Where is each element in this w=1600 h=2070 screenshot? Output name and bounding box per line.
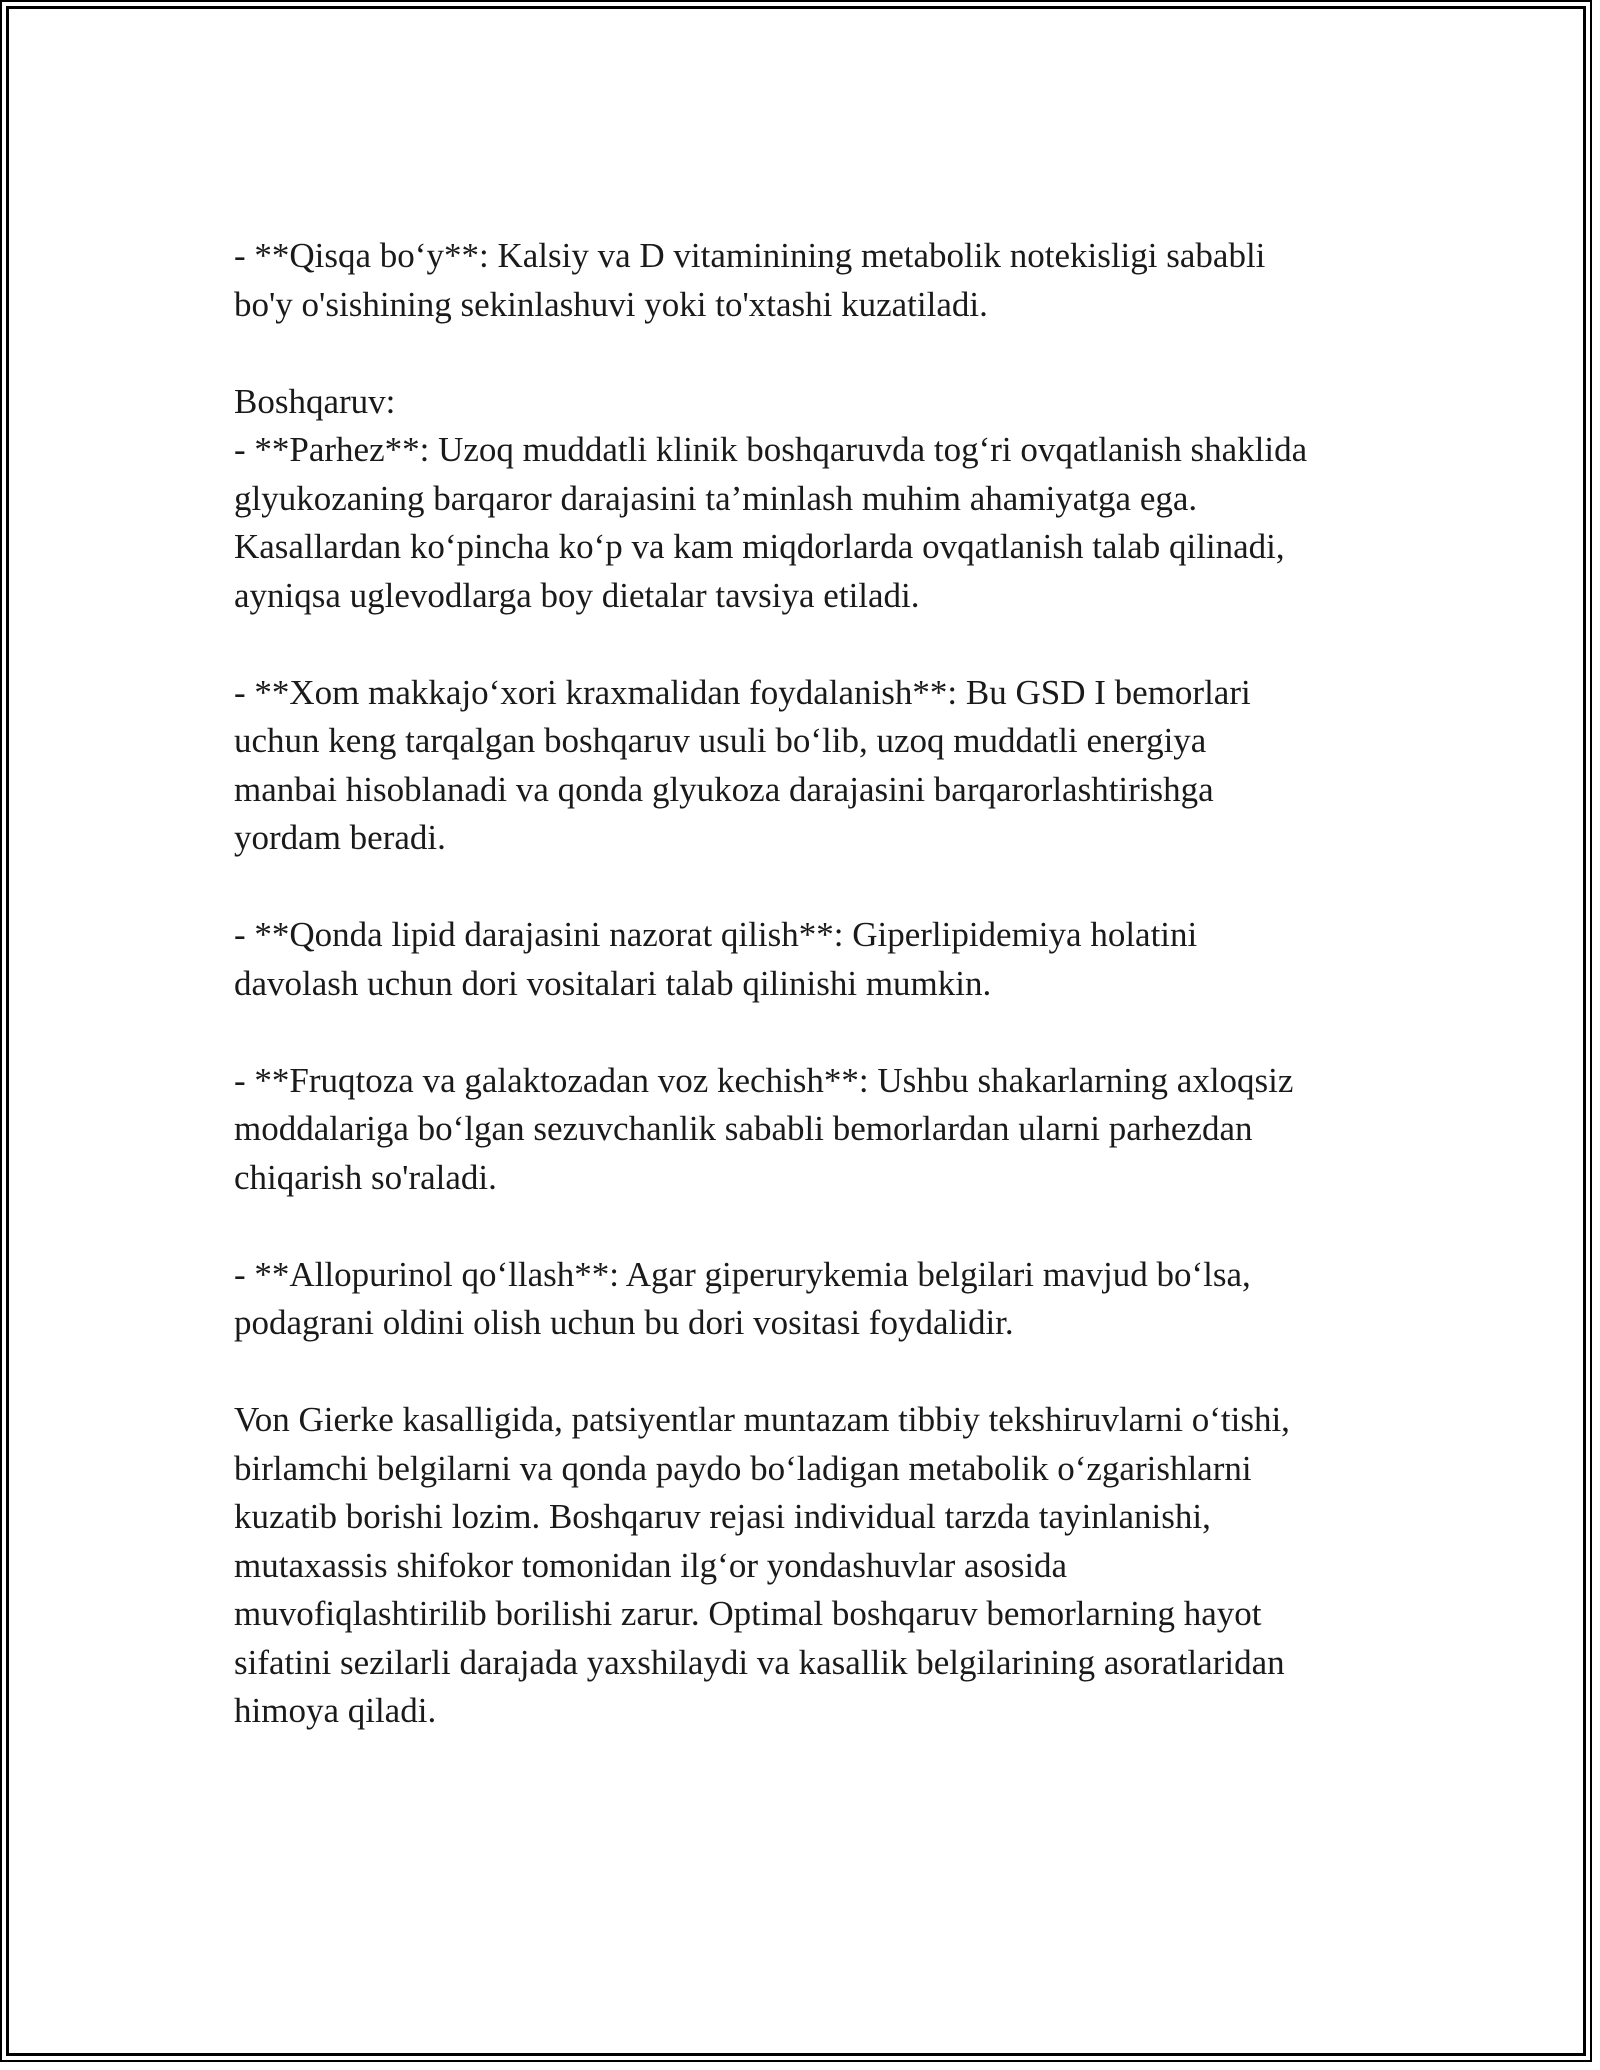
- paragraph-cornstarch: [234, 669, 1394, 863]
- text-line: uchun keng tarqalgan boshqaruv usuli bo‘lib, uzoq muddatli energiya: [234, 721, 1207, 760]
- paragraph-fructose-galactose: [234, 1057, 1394, 1203]
- text-line: - **Xom makkajo‘xori kraxmalidan foydalanish**: Bu GSD I bemorlari: [234, 672, 1251, 712]
- document-body: [234, 232, 1394, 1784]
- text-line: podagrani oldini olish uchun bu dori vositasi foydalidir.: [234, 1303, 1014, 1342]
- text-line: glyukozaning barqaror darajasini ta’minlash muhim ahamiyatga ega.: [234, 478, 1198, 518]
- text-line: mutaxassis shifokor tomonidan ilg‘or yondashuvlar asosida: [234, 1545, 1068, 1585]
- text-line: kuzatib borishi lozim. Boshqaruv rejasi individual tarzda tayinlanishi,: [234, 1497, 1211, 1536]
- text-line: Von Gierke kasalligida, patsiyentlar muntazam tibbiy tekshiruvlarni o‘tishi,: [234, 1400, 1290, 1439]
- text-line: davolash uchun dori vositalari talab qilinishi mumkin.: [234, 963, 992, 1003]
- paragraph-conclusion: [234, 1396, 1394, 1736]
- text-line: ayniqsa uglevodlarga boy dietalar tavsiya etiladi.: [234, 575, 920, 615]
- text-line: - **Fruqtoza va galaktozadan voz kechish**: Ushbu shakarlarning axloqsiz: [234, 1060, 1294, 1100]
- paragraph-lipid-control: [234, 911, 1394, 1008]
- paragraph-short-stature: [234, 232, 1394, 329]
- paragraph-diet: [234, 426, 1394, 620]
- text-line: - **Qisqa bo‘y**: Kalsiy va D vitaminining metabolik notekisligi sababli: [234, 236, 1266, 275]
- text-line: Kasallardan ko‘pincha ko‘p va kam miqdorlarda ovqatlanish talab qilinadi,: [234, 527, 1285, 566]
- text-line: manbai hisoblanadi va qonda glyukoza darajasini barqarorlashtirishga: [234, 769, 1214, 809]
- text-line: - **Parhez**: Uzoq muddatli klinik boshqaruvda tog‘ri ovqatlanish shaklida: [234, 430, 1308, 469]
- text-line: moddalariga bo‘lgan sezuvchanlik sababli bemorlardan ularni parhezdan: [234, 1109, 1253, 1148]
- text-line: sifatini sezilarli darajada yaxshilaydi va kasallik belgilarining asoratlaridan: [234, 1642, 1285, 1682]
- text-line: chiqarish so'raladi.: [234, 1157, 497, 1197]
- text-line: - **Qonda lipid darajasini nazorat qilish**: Giperlipidemiya holatini: [234, 915, 1198, 954]
- text-line: - **Allopurinol qo‘llash**: Agar giperurykemia belgilari mavjud bo‘lsa,: [234, 1254, 1251, 1294]
- text-line: yordam beradi.: [234, 818, 446, 857]
- text-line: muvofiqlashtirilib borilishi zarur. Optimal boshqaruv bemorlarning hayot: [234, 1594, 1262, 1633]
- text-line: bo'y o'sishining sekinlashuvi yoki to'xtashi kuzatiladi.: [234, 284, 988, 324]
- paragraph-allopurinol: [234, 1251, 1394, 1348]
- text-line: birlamchi belgilarni va qonda paydo bo‘ladigan metabolik o‘zgarishlarni: [234, 1448, 1252, 1488]
- text-line: himoya qiladi.: [234, 1691, 437, 1730]
- section-heading-management: [234, 378, 1394, 427]
- text-line: Boshqaruv:: [234, 381, 396, 421]
